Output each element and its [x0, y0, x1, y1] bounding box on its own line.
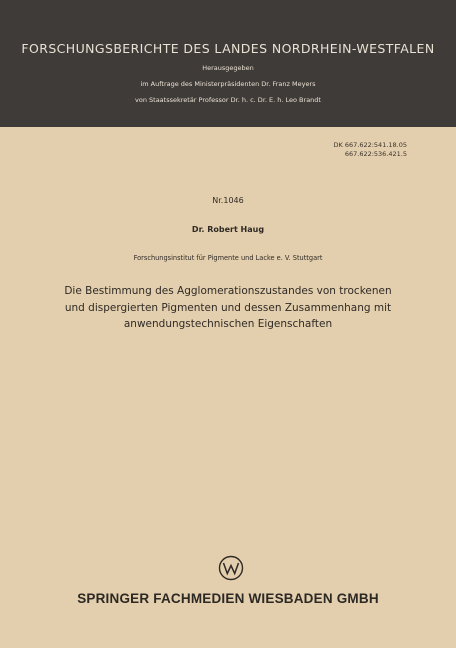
title-line-1: Die Bestimmung des Agglomerationszustandes von trockenen [64, 285, 392, 297]
title-line-2: und dispergierten Pigmenten und dessen Zusammenhang mit [64, 301, 392, 314]
dk-classification [334, 141, 407, 159]
springer-w-logo-icon [218, 555, 244, 581]
dk-line-2: 667.622:536.421.5 [344, 150, 407, 158]
author-name: Dr. Robert Haug [191, 225, 265, 234]
herausgegeben-label: Herausgegeben [202, 64, 254, 72]
dk-line-1: DK 667.622:541.18.05 [333, 141, 407, 149]
title-line-3: anwendungstechnischen Eigenschaften [123, 318, 333, 330]
report-number: Nr.1046 [212, 196, 244, 205]
institute-name: Forschungsinstitut für Pigmente und Lacke e. V. Stuttgart [133, 254, 323, 262]
editor-line-2: von Staatssekretär Professor Dr. h. c. Dr. E. h. Leo Brandt [135, 96, 321, 104]
series-title: FORSCHUNGSBERICHTE DES LANDES NORDRHEIN-WESTFALEN [21, 41, 435, 56]
header-band [0, 0, 456, 127]
editor-line-1: im Auftrage des Ministerpräsidenten Dr. Franz Meyers [140, 80, 316, 88]
book-title [40, 283, 416, 333]
publisher-name: SPRINGER FACHMEDIEN WIESBADEN GMBH [77, 591, 379, 606]
